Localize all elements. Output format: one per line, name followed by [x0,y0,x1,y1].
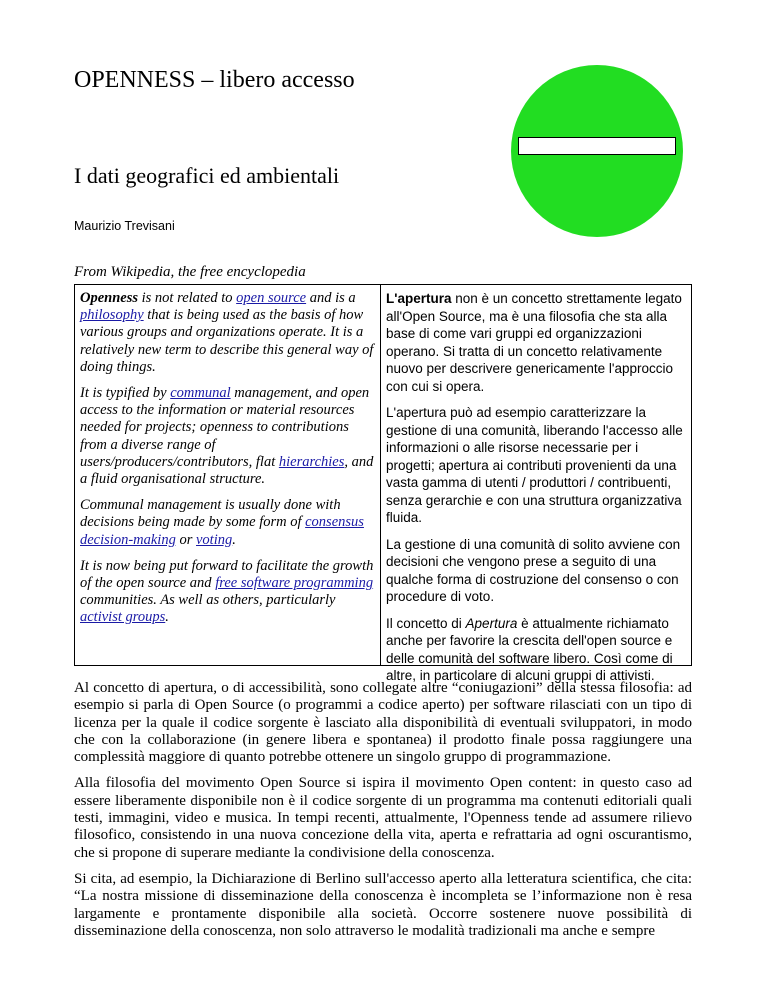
link-open-source[interactable]: open source [236,290,307,306]
no-entry-bar [518,137,676,155]
english-paragraph-2: It is typified by communal management, and open access to the information or material resources needed for projects; openness to contributions from a diverse range of users/producers/contributors, flat hierarchies, and a fluid organisational structure. [80,385,374,488]
comparison-table [74,284,692,683]
document-subtitle: I dati geografici ed ambientali [74,163,340,188]
italian-paragraph-2: L'apertura può ad esempio caratterizzare la gestione di una comunità, liberando l'accesso alle informazioni o alle risorse necessarie per i progetti; apertura ai contributi provenienti da una vasta gamma di utenti / produttori / contribuenti, senza gerarchie e con una struttura organizzativa fluida. [386,405,683,525]
author-name: Maurizio Trevisani [74,219,175,233]
english-paragraph-3: Communal management is usually done with decisions being made by some form of consensus decision-making or voting. [80,497,364,548]
link-hierarchies[interactable]: hierarchies [278,453,345,470]
term-openness: Openness [80,290,139,306]
english-paragraph-4: It is now being put forward to facilitate the growth of the open source and free software programming communities. As well as others, particularly activist groups. [80,557,374,626]
english-paragraph-1: Openness is not related to open source and is a philosophy that is being used as the basis of how various groups and organizations operate. It is a relatively new term to describe this general way of doing things. [80,290,374,375]
italian-paragraph-3: La gestione di una comunità di solito avviene con decisioni che vengono prese a seguito di una qualche forma di costruzione del consenso o con procedure di voto. [386,536,681,604]
no-entry-sign-icon [511,65,683,237]
body-text [74,680,692,949]
source-caption: From Wikipedia, the free encyclopedia [74,264,306,280]
link-consensus-decision-making[interactable]: consensus decision-making [80,514,364,548]
english-column [75,285,381,665]
link-activist-groups[interactable]: activist groups [80,609,166,626]
italian-column [381,285,691,683]
body-paragraph-2: Alla filosofia del movimento Open Source si ispira il movimento Open content: in questo caso ad essere liberamente disponibile non è il codice sorgente di un programma ma contenuti editoriali quali testi, immagini, video e musica. In tempi recenti, attualmente, l'Openness tende ad assumere rilievo filosofico, consistendo in una nuova concezione della vita, aperta e refrattaria ad ogni oscurantismo, che si propone di superare mediante la condivisione della conoscenza. [74,775,692,861]
document-title: OPENNESS – libero accesso [74,67,355,93]
italian-paragraph-4: Il concetto di Apertura è attualmente richiamato anche per favorire la crescita dell'open source e delle comunità del software libero. Così come di altre, in particolare di alcuni gruppi di attivisti. [386,615,673,683]
link-communal[interactable]: communal [170,385,231,402]
body-paragraph-3: Si cita, ad esempio, la Dichiarazione di Berlino sull'accesso aperto alla letteratura scientifica, che cita: “La nostra missione di disseminazione della conoscenza è incompleta se l’informazione non è resa largamente e prontamente disponibile alla società. Occorre sostenere nuove possibilità di disseminazione della conoscenza, non solo attraverso le modalità tradizionali ma anche e sempre [74,870,692,939]
italian-paragraph-1: L'apertura non è un concetto strettamente legato all'Open Source, ma è una filosofia che sta alla base di come vari gruppi ed organizzazioni operano. Si tratta di un concetto relativamente nuovo per descrivere genericamente l'approccio con cui si opera. [386,291,682,394]
link-voting[interactable]: voting [196,531,233,548]
link-free-software-programming[interactable]: free software programming [215,575,374,592]
term-apertura: L'apertura [386,291,452,306]
term-apertura-italic: Apertura [465,615,518,631]
link-philosophy[interactable]: philosophy [80,307,144,324]
body-paragraph-1: Al concetto di apertura, o di accessibilità, sono collegate altre “coniugazioni” della stessa filosofia: ad esempio si parla di Open Source (o programmi a codice aperto) per software rilasciati con un tipo di licenza per la quale il codice sorgente è lasciato alla disponibilità di eventuali sviluppatori, in modo che con la collaborazione (in genere libera e spontanea) il prodotto finale possa raggiungere una complessità maggiore di quanto potrebbe ottenere un singolo gruppo di programmazione. [74,680,692,766]
